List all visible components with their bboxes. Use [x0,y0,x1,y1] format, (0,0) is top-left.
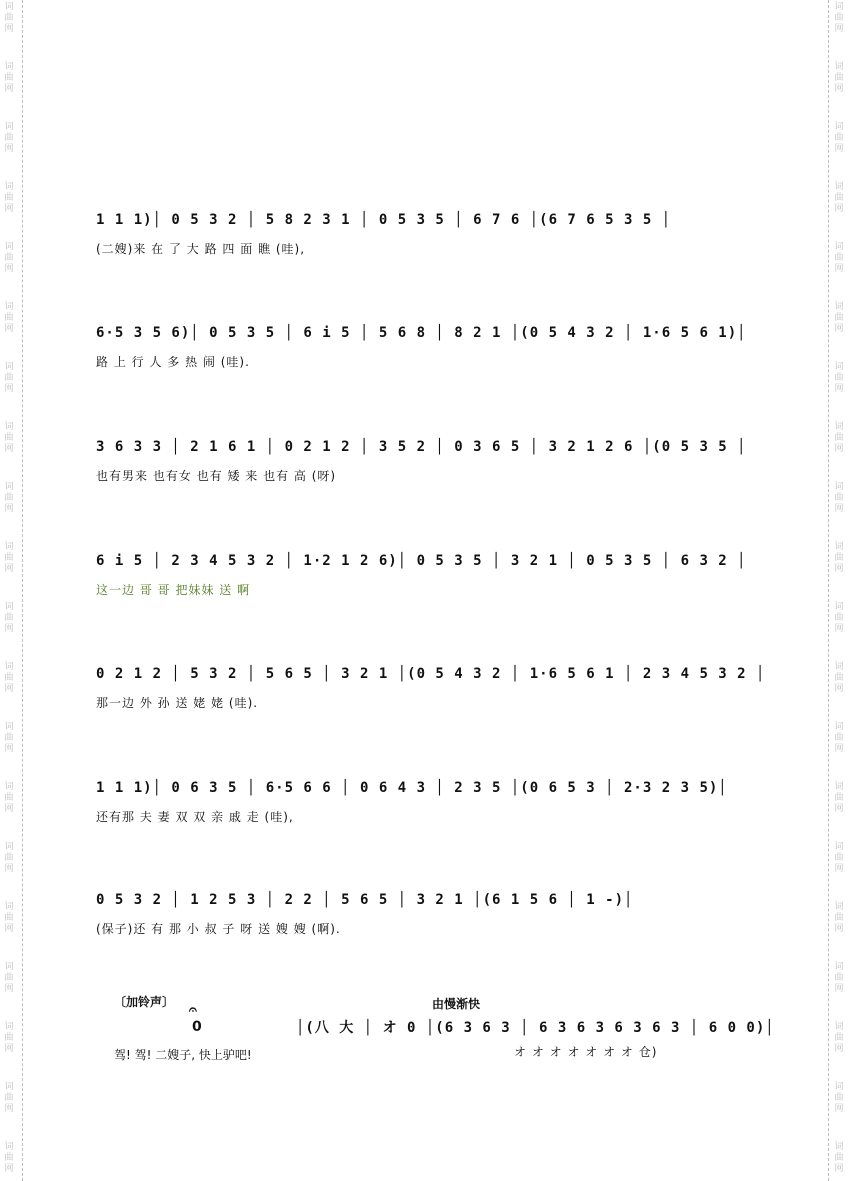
rest-note: 0 [192,1019,202,1035]
watermark-text: 词 曲 网 [4,242,14,274]
watermark-text: 词 曲 网 [4,122,14,154]
watermark-text: 词 曲 网 [834,2,844,34]
watermark-text: 词 曲 网 [834,302,844,334]
watermark-text: 词 曲 网 [834,782,844,814]
jianpu-notes: 1 1 1)│ 0 6 3 5 │ 6·5 6 6 │ 0 6 4 3 │ 2 3 5 │(0 6 5 3 │ 2·3 2 3 5)│ [96,780,728,796]
jianpu-notes: 0 5 3 2 │ 1 2 5 3 │ 2 2 │ 5 6 5 │ 3 2 1 │(6 1 5 6 │ 1 -)│ [96,892,634,908]
watermark-text: 词 曲 网 [4,422,14,454]
watermark-text: 词 曲 网 [834,962,844,994]
watermark-text: 词 曲 网 [834,182,844,214]
tempo-marking: 由慢渐快 [432,997,481,1011]
watermark-text: 词 曲 网 [4,902,14,934]
lyrics: 也有男来 也有女 也有 矮 来 也有 高 (呀) [96,469,337,483]
watermark-text: 词 曲 网 [834,422,844,454]
watermark-text: 词 曲 网 [4,962,14,994]
watermark-text: 词 曲 网 [834,542,844,574]
watermark-text: 词 曲 网 [834,482,844,514]
watermark-text: 词 曲 网 [834,722,844,754]
watermark-text: 词 曲 网 [834,62,844,94]
watermark-text: 词 曲 网 [4,62,14,94]
jianpu-notes: 6·5 3 5 6)│ 0 5 3 5 │ 6 i 5 │ 5 6 8 │ 8 2 1 │(0 5 4 3 2 │ 1·6 5 6 1)│ [96,325,747,341]
lyrics: 那一边 外 孙 送 姥 姥 (哇). [96,696,259,710]
watermark-text: 词 曲 网 [4,542,14,574]
lyrics: (保子)还 有 那 小 叔 子 呀 送 嫂 嫂 (啊). [96,922,341,936]
watermark-text: 词 曲 网 [4,662,14,694]
lyrics: (二嫂)来 在 了 大 路 四 面 瞧 (哇), [96,242,306,256]
watermark-text: 词 曲 网 [4,1142,14,1174]
lyrics: 这一边 哥 哥 把妹妹 送 啊 [96,583,251,597]
watermark-text: 词 曲 网 [834,1142,844,1174]
watermark-text: 词 曲 网 [834,1082,844,1114]
watermark-text: 词 曲 网 [4,182,14,214]
spoken-line: 驾! 驾! 二嫂子, 快上驴吧! [114,1048,252,1062]
watermark-text: 词 曲 网 [4,1082,14,1114]
watermark-text: 词 曲 网 [834,242,844,274]
watermark-text: 词 曲 网 [4,602,14,634]
watermark-text: 词 曲 网 [834,1022,844,1054]
lyrics: 还有那 夫 妻 双 双 亲 戚 走 (哇), [96,810,294,824]
lyrics: 路 上 行 人 多 热 闹 (哇). [96,355,250,369]
watermark-text: 词 曲 网 [4,302,14,334]
watermark-text: 词 曲 网 [4,482,14,514]
bell-cue-label: 〔加铃声〕 [114,995,175,1009]
fermata-icon: 𝄐 [189,1002,197,1018]
jianpu-notes: 0 2 1 2 │ 5 3 2 │ 5 6 5 │ 3 2 1 │(0 5 4 3 2 │ 1·6 5 6 1 │ 2 3 4 5 3 2 │ [96,666,766,682]
watermark-text: 词 曲 网 [834,842,844,874]
jianpu-notes: 6 i 5 │ 2 3 4 5 3 2 │ 1·2 1 2 6)│ 0 5 3 5 │ 3 2 1 │ 0 5 3 5 │ 6 3 2 │ [96,553,747,569]
jianpu-notes: │(八 大 │ オ 0 │(6 3 6 3 │ 6 3 6 3 6 3 6 3 │ 6 0 0)│ [296,1020,775,1036]
watermark-text: 词 曲 网 [4,842,14,874]
watermark-text: 词 曲 网 [4,2,14,34]
jianpu-notes: 1 1 1)│ 0 5 3 2 │ 5 8 2 3 1 │ 0 5 3 5 │ 6 7 6 │(6 7 6 5 3 5 │ [96,212,672,228]
watermark-text: 词 曲 网 [834,662,844,694]
watermark-text: 词 曲 网 [4,722,14,754]
percussion-syllables: オ オ オ オ オ オ オ 仓) [514,1045,658,1059]
watermark-text: 词 曲 网 [834,602,844,634]
watermark-text: 词 曲 网 [834,362,844,394]
watermark-text: 词 曲 网 [4,362,14,394]
watermark-text: 词 曲 网 [834,902,844,934]
left-margin-line [22,0,23,1181]
right-margin-line [828,0,829,1181]
watermark-text: 词 曲 网 [4,782,14,814]
watermark-text: 词 曲 网 [834,122,844,154]
jianpu-notes: 3 6 3 3 │ 2 1 6 1 │ 0 2 1 2 │ 3 5 2 │ 0 3 6 5 │ 3 2 1 2 6 │(0 5 3 5 │ [96,439,747,455]
watermark-text: 词 曲 网 [4,1022,14,1054]
